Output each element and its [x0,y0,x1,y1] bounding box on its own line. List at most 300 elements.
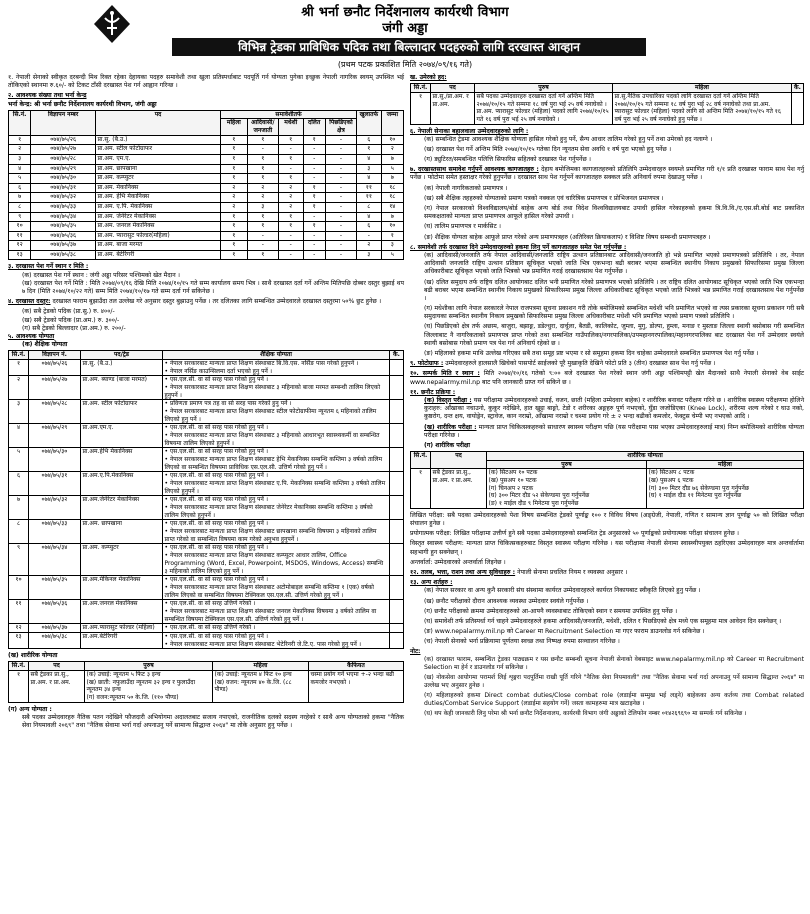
value-cell: १ [278,174,303,184]
section-3-title: ३. दरखास्त पेश गर्ने स्थान र मिति : [8,263,89,271]
edu-cell: ४ [9,424,29,448]
value-cell: ५ [381,164,403,174]
value-cell: ०७४/७५/३३ [31,202,96,212]
value-cell: ६ [9,183,31,193]
value-cell: - [325,212,356,222]
value-cell: ३ [357,164,382,174]
value-cell: ५ [9,174,31,184]
remark-cell [390,624,404,633]
org-subtitle: जंगी अड्डा [382,21,428,36]
table-row [9,145,404,155]
value-cell: - [247,145,278,155]
remark-cell [390,424,404,448]
edu-cell: ०७४/७५/३७ [29,624,81,633]
value-cell: ९ [9,212,31,222]
section-10-title: १०. सम्पर्क मिति र स्थान : [410,370,480,378]
detailed-medical: विस्तृत स्वास्थ्य परीक्षण: मान्यता प्राप्त चिकित्सकहरुबाट विस्तृत स्वास्थ्य परीक्षण गरिनेछ । यस परीक्षामा नेपाली सेनामा स्वास्थ्यीपयुक्त ठहरिएका उम्मेदवारहरु मात्र अन्तर्वार्तामा सहभागी हुन सक्नेछन् । [410,540,804,556]
list-item: (घ) पिछडिएको क्षेत्र तर्फ अछाम, बाजुरा, बझाङ्ग, डडेल्धुरा, दार्चुला, बैतडी, कालिकोट, जुम्ला, मुगु, डोल्पा, हुम्ला, मनाङ र मुस्ताङ जिल्ला स्थायी बसोबास गरी सम्बन्धित जिल्लाबाट नै नागरिकताको प्रमाणपत्र प्राप्त गरेको तथा सम्बन्धित गाउँपालिका/नगरपालिका/उपमहानगरपालिका/महानगरपालिका बाट दरखास्त पेश गर्ने उम्मेदवार स्वयंले स्थायी बसोबास गरेको प्रमाण पत्र पेश गर्न अनिवार्य रहेको छ । [424,323,804,347]
edu-cell: ०७४/७५/२८ [29,400,81,424]
notice-banner: विभिन्न ट्रेडका प्राविधिक पदिक तथा बिल्लादार पदहरुको लागि दरखास्त आव्हान [172,38,646,56]
phys-col: सि.नं. [9,662,29,671]
value-cell: ३ [247,202,278,212]
col-total: जम्मा [381,110,403,135]
serving-cond-c: (ग) ड्युटिरत/समबन्धित पलित्ति सिफारिस सहितको दरखास्त पेश गर्नुपर्नेछ । [424,156,592,164]
edu-cell: २ [9,376,29,400]
education-subtitle: (क) शैक्षिक योग्यता [22,341,68,349]
list-item: (घ) समावेशी तर्फ प्रतिस्पर्धा गर्न चाहने उम्मेदवारहरुले हकमा आदिवासी/जनजाति, मधेशी, दलित र पिछडिएको क्षेत्र मध्ये एक समूहमा मात्र आवेदन दिन सक्नेछन् । [424,617,782,625]
post-cell: प्रा.सु. (बै.उ.) [96,135,221,145]
documents-text: देहाय बमोजिमका कागजातहरुको प्रतिलिपि उम्मेदवारहरु स्वयम्ले प्रमाणित गरी १/१ प्रति दरखास्त फाराम साथ पेश गर्नु पर्नेछ । फोटोमा समेत हस्ताक्षर गरेको हुनुपर्नेछ । दरखास्त साथ पेश गर्नुपर्ने कागजातहरु सक्कल प्रति अनिवार्य रुपमा देखाउनु पर्नेछ । [410,166,804,182]
value-cell: - [357,231,382,241]
value-cell: ०७४/७५/३६ [31,231,96,241]
value-cell: - [325,154,356,164]
section-13-title: १३. अन्य शर्तहरु : [410,579,453,587]
edu-col: पद/ट्रेड [81,351,163,360]
value-cell: - [303,154,325,164]
value-cell: १ [247,250,278,260]
age-cell [792,92,804,124]
post-cell: प्रा.अम. एम.ए. [96,154,221,164]
table-row [9,231,404,241]
value-cell: १ [278,154,303,164]
education-table [8,350,404,649]
value-cell: ०७४/७५/३२ [31,193,96,203]
value-cell: - [278,241,303,251]
value-cell: १ [247,174,278,184]
age-col: पद [431,84,475,93]
fee-line-b: (ख) सबै ट्रेडको पदिक (प्रा.अम.) रु. ३००/- [22,316,120,324]
value-cell: ४ [357,212,382,222]
edu-cell: ०७४/७५/२९ [29,424,81,448]
section-12-title: १२. तलब, भत्ता, राशन तथा अन्य सुविधाहरु : [410,568,516,576]
value-cell: २ [247,183,278,193]
remark-cell [390,400,404,424]
value-cell: ०७४/७५/२६ [31,135,96,145]
table-row [9,222,404,232]
value-cell: १० [381,222,403,232]
contact-text: मिति २०७४/१०/१६ गतेको ९:०० बजे दरखास्त पेश गरेको स्थान जंगी अड्डा पश्चिमपट्टी खेत मैदानको साथै नेपाली सेनाको वेब साईट www.nepalarmy.mil.np बाट पनि जानकारी प्राप्त गर्न सकिने छ । [410,370,804,386]
salary-text: नेपाली सेनामा प्रचलित नियम र व्यवस्था अनुसार । [517,568,628,576]
edu-cell: ३ [9,400,29,424]
table-row [9,600,404,624]
table-row [9,632,404,648]
table-row [9,183,404,193]
left-column [8,74,404,732]
pt-col-sn: सि.नं. [411,452,431,469]
value-cell: - [303,250,325,260]
pt-col-male: पुरुष [487,460,647,469]
list-item: (च) नेपाली सेनाको भर्ना प्रक्रियामा पूर्णतया स्वच्छ तथा निष्पक्ष रुपमा सञ्चालन गरिनेछ । [424,638,620,646]
list-item: (ख) छनौट परीक्षाको दौरान आवश्यक व्यवस्था उम्मेदवार स्वयंले गर्नुपर्नेछ । [424,597,589,605]
post-cell: प्रा.अम. बाजा मरमत [96,241,221,251]
detailed-exam-title: (क) विस्तृत परीक्षा : [424,396,472,404]
value-cell: ०७४/७५/३७ [31,241,96,251]
remark-cell [390,360,404,376]
section-6-title: ६. नेपाली सेनाका बहालवाला उम्मेदवारहरुको लागि : [410,127,529,135]
value-cell: ७ [381,174,403,184]
table-row [9,202,404,212]
edu-cell: प्रा.अम. ब्याण्ड (बाजा मरमत) [81,376,163,400]
value-cell: ७ [9,193,31,203]
notes [410,648,804,717]
pt-cell: सबै ट्रेडका प्रा.सु., प्रा.अम. र प्रा.अम. [431,469,487,508]
value-cell: १ [278,212,303,222]
post-cell: प्रा.अम. ए.पि. मेकानिक्स [96,202,221,212]
value-cell: १ [220,241,247,251]
edu-cell: ०७४/७५/३३ [29,520,81,544]
edu-cell: प्रा.अम. कम्प्युटर [81,544,163,576]
table-row [9,496,404,520]
col-ad-number: विज्ञापन नम्बर [31,110,96,135]
remark-cell [390,472,404,496]
age-col: पुरुष [475,84,613,93]
value-cell: १ [220,145,247,155]
intro-paragraph: १. नेपाली सेनाको स्वीकृत दरबन्दी मिथ रिक्त रहेका देहायका पदहरु समावेशी तथा खुला प्रतिस्पर्धाबाट पदपूर्ति गर्न योग्यता पुगेका इच्छुक नेपाली नागरिक स्वयम् उपस्थित भई तोकिएको स्थानमा रु.६०/- को टिकट टाँसी दरखास्त पेश गर्न आह्वान गरिन्छ । [8,74,404,90]
list-item: (क) नेपाली नागरिकताको प्रमाणपत्र । [424,184,508,192]
value-cell: ०७४/७५/२७ [31,145,96,155]
value-cell: १ [220,250,247,260]
value-cell: - [278,145,303,155]
post-cell: प्रा.अम. हेभि मेकानिक्स [96,193,221,203]
age-cell: सबै पदका उम्मेदवारहरु दरखास्त दर्ता गर्ने अन्तिम मिति २०७४/१०/१५ गते सम्ममा १८ वर्ष पुरा भई २५ वर्ष ननाघेको । प्रा.अम. प्यारासुट फोल्डर (महिला) पदको लागि २०७४/१०/१५ गते १६ वर्ष पुरा भई २५ वर्ष ननाघेको । [475,92,613,124]
age-limit-table [410,83,804,124]
pt-col-span: शारीरिक योग्यता [487,452,804,461]
value-cell: - [325,145,356,155]
value-cell: १ [247,222,278,232]
section-5-title: ५. आवश्यक योग्यता [8,332,55,340]
edu-cell: ११ [9,600,29,624]
section-9-title: ९. फोटोग्राफ : [410,360,444,368]
value-cell: १ [247,164,278,174]
edu-col: सि.नं. [9,351,29,360]
value-cell: १ [278,222,303,232]
edu-col: विज्ञापन नं. [29,351,81,360]
remark-cell [390,576,404,600]
list-item: (ख) नोकसेवा आयोगमा परामर्श लिई शृङ्गरा पदपूर्तिमा राखी पूर्ति गरिने "नैतिक सेवा नियमावली" तथा "नैतिक सेवामा भर्ना गर्दा अपनाउनु पर्ने सामान्य सिद्धान्त २०६४" मा उल्लेख भए अनुसार हुनेछ । [424,674,804,690]
value-cell: २ [220,202,247,212]
edu-cell: • एस.एल.सी. वा सो सरह पास गरेको हुनु पर्ने । • नेपाल सरकारबाट मान्यता प्राप्त शिक्षण संस्थाबाट जेनेरेटर मेकानिक्स सम्बन्धि कम्तिमा ३ वर्षको तालिम लिएको हुनुपर्ने । [163,496,390,520]
edu-cell: ६ [9,472,29,496]
list-item: (ग) नेपाल सरकारको विश्वविद्यालय/बोर्ड बाहेक अन्य बोर्ड तथा विदेश विश्वविद्यालयबाट उपाधी हासिल गरेकाहरुको हकमा त्रि.वि.वि./ए.एस.सी.बोर्ड बाट प्रकाशित समकक्षताको मान्यता प्राप्त प्रमाणपत्र आफूले हासिल गरेको उपाधी । [424,205,804,221]
edu-cell: • एस.एल.सी. वा सो सरह पास गरेको हुनु पर्ने । • नेपाल सरकारबाट मान्यता प्राप्त शिक्षण संस्थाबाट हेभि मेकानिक्स सम्बन्धि कम्तिमा ३ वर्षको तालिम लिएको वा सम्बन्धित विषयमा प्राविधिक एस.एल.सी. उत्तिर्ण गरेको हुनु पर्ने । [163,448,390,472]
list-item: (ङ) www.nepalarmy.mil.np को Career मा Recruitment Selection मा गएर फाराम डाउनलोड गर्न सकिनेछ । [424,628,705,636]
value-cell: २ [247,193,278,203]
edu-cell: ९ [9,544,29,576]
phys-cell: चस्मा प्रयोग गर्ने भएमा +-२ भन्दा बढी कमजोर नभएको । [309,671,404,703]
edu-col: कै. [390,351,404,360]
edu-cell: ०७४/७५/३१ [29,472,81,496]
phys-cell: सबै ट्रेडका प्रा.सु., प्रा.अम. र प्रा.अम. [29,671,85,703]
edu-cell: प्रा.अम.जनरल मेकानिक्स [81,600,163,624]
edu-cell: प्रा.सु. (बै.उ.) [81,360,163,376]
remark-cell [390,520,404,544]
value-cell: १ [220,174,247,184]
remark-cell [390,376,404,400]
value-cell: ४ [357,174,382,184]
value-cell: १ [381,231,403,241]
value-cell: ६ [357,135,382,145]
value-cell: १ [303,222,325,232]
section-4-title: ४. दरखास्त दस्तुर: [8,298,51,306]
edu-cell: ०७४/७५/२६ [29,360,81,376]
pt-cell: (क) सिटअप १० पटक (ख) पुसअप १० पटक (ग) चिनअप २ पटक (घ) ३०० मिटर दौड ५२ सेकेण्डमा पुरा गर्नुपर्नेछ (ङ) १ माईल दौड ९ मिनेटमा पुरा गर्नुपर्नेछ [487,469,647,508]
value-cell: २ [220,183,247,193]
edu-cell: प्रा.अम.प्यारासुट फोल्डर (महिला) [81,624,163,633]
list-item: (ग) छनौट परीक्षाको क्रममा उम्मेदवारहरुको आ-आफ्नै व्यवस्थाबाट तोकिएको स्थान र समयमा उपस्थित हुनु पर्नेछ । [424,607,678,615]
edu-cell: • एस.एल.सी. वा सो सरह उत्तिर्ण गरेको । • नेपाल सरकारबाट मान्यता प्राप्त शिक्षण संस्थाबाट जनरल मेकानिक्स विषयमा ३ वर्षको तालिम वा सम्बन्धित विषयमा टेक्निकल एस.एल.सी. उत्तिर्ण गरेको हुनु पर्ने । [163,600,390,624]
pt-col-female: महिला [647,460,804,469]
value-cell: ११ [357,183,382,193]
value-cell: ४ [357,154,382,164]
table-row [9,376,404,400]
value-cell: ८ [9,202,31,212]
edu-cell: • एस.एल.सी. वा सो सरह उत्तिर्ण गरेको । [163,624,390,633]
fee-text: दरखास्त फाराम बुझाउँदा तल उल्लेख गरे अनुसार दस्तुर बुझाउनु पर्नेछ । तर दलितका लागि सम्बन्धित उम्मेदवारले दरखास्त दस्तुरमा ५०% छुट हुनेछ । [52,298,382,306]
detailed-exam-text: यस परीक्षामा उम्मेदवारहरुको उचाई, वजन, छाती (महिला उम्मेदवार बाहेक) र शारीरिक बनावट परीक्षण गरिने छ । शारीरिक स्वास्थ्य परीक्षणमा होलिने कुराहरु: आँखाका नचाउनो, कुकुर नदेखिने, हात खुट्टा बाङ्गो, टेडो र शरीरका अङ्गहरु पूर्ण नभएको, घुँडा जजोडिएका (Knee Lock), शरीरमा शल्य गरेको र घाउ नको, कुष्ठरोग, दन्त क्षय, वायोड्रेन, स्ट्रावेज, कान नराम्रो, आँखामा नराम्रो र चश्मा प्रयोग गरे ± २ भन्दा बढीको कमजोर, फेक्टुस चेम्पी भए नभएको आदि । [424,396,805,421]
edu-cell: ०७४/७५/३४ [29,544,81,576]
edu-cell: • एस.एल.सी. वा सो सरह पास गरेको हुनु पर्ने । • नेपाल सरकारबाट मान्यता प्राप्त शिक्षण संस्थाबाट अटोमोबाइल सम्बन्धि कम्तिमा १ (एक) वर्षको तालिम लिएको वा सम्बन्धित विषयमा टेक्निकल एस.एल.सी. उत्तिर्ण गरेको हुनु पर्ने । [163,576,390,600]
physical-qualification-table [8,661,404,702]
value-cell: १० [381,135,403,145]
post-cell: प्रा.अम. स्टील फोटोग्राफर [96,145,221,155]
right-column [410,74,804,720]
physical-test-title: (ग) शारीरिक परीक्षा [424,441,470,449]
value-cell: ०७४/७५/३८ [31,250,96,260]
table-row [9,400,404,424]
post-cell: प्रा.अम. कम्प्युटर [96,174,221,184]
value-cell: १ [247,154,278,164]
section-2-title: २. आवश्यक संख्या तथा भर्ना केन्द्र [8,92,87,100]
value-cell: ०७४/७५/३४ [31,212,96,222]
value-cell: ०७४/७५/३० [31,174,96,184]
notice-header [0,0,810,69]
edu-cell: १ [9,360,29,376]
recruitment-centre: भर्ना केन्द्र: श्री भर्ना छनौट निर्देशनालय कार्यरथी विभाग, जंगी अड्डा [8,100,157,108]
value-cell: १ [303,193,325,203]
value-cell: ०७४/७५/२८ [31,154,96,164]
value-cell: २ [9,145,31,155]
value-cell: १ [278,135,303,145]
value-cell: २ [278,202,303,212]
vacancy-table [8,110,404,261]
col-open: खुलातर्फ [357,110,382,135]
value-cell: ४ [9,164,31,174]
value-cell: - [303,174,325,184]
remark-cell [390,544,404,576]
col-inclusive: समावेशीतर्फ [220,110,356,119]
phys-col: पद [29,662,85,671]
edu-cell: • नेपाल सरकारबाट मान्यता प्राप्त शिक्षण संस्थाबाट बि.वि.एस. नर्सिङ पास गरेको हुनुपर्ने । • नेपाल नर्सिङ काउन्सिलमा दर्ता भएको हुनु पर्ने । [163,360,390,376]
edu-cell: १३ [9,632,29,648]
value-cell: - [278,250,303,260]
fee-line-c: (ग) सबै ट्रेडको बिल्लादार (प्रा.अम.) रु. २००/- [22,324,126,332]
value-cell: १८ [381,193,403,203]
age-cell: प्रा.सु./प्रा.अम. र प्रा.अम. [431,92,475,124]
table-row [9,448,404,472]
edu-cell: • एस.एल.सी. वा सो सरह पास गरेको हुनु पर्ने । • नेपाल सरकारबाट मान्यता प्राप्त शिक्षण संस्थाबाट भेटेरिनरी जे.टि.ए. पास गरेको हुनु पर्ने । [163,632,390,648]
age-limit-title: ख. उमेरको हद: [410,74,447,81]
section-7-title: ७. दरखास्तसाथ समावेश गर्नुपर्ने आवश्यक कागजातहरु : [410,166,539,174]
value-cell: २ [381,145,403,155]
edu-col: शैक्षिक योग्यता [163,351,390,360]
edu-cell: • एस.एल.सी. वा सो सरह पास गरेको हुनु पर्ने । • नेपाल सरकारबाट मान्यता प्राप्त शिक्षण संस्थाबाट ३ महिनाको बाजा मरमत सम्बन्धी तालिम लिएको हुनुपर्ने । [163,376,390,400]
table-row [9,212,404,222]
org-title: श्री भर्ना छनौट निर्देशनालय कार्यरथी विभाग [301,5,509,20]
list-item: (घ) तालिम प्रमाणपत्र र मार्कसिट । [424,223,502,231]
phys-col: कैफियत [309,662,404,671]
table-row [9,472,404,496]
value-cell: ५ [381,250,403,260]
phys-cell: १ [9,671,29,703]
edu-cell: ७ [9,496,29,520]
photo-text: उम्मेदवारहरुले हालसालै खिचेको पासपोर्ट साईजको पूरै मुखाकृति देखिने फोटो प्रति ३ (तीन) दरखास्त साथ पेश गर्नु पर्नेछ । [445,360,716,368]
remark-cell [390,632,404,648]
age-col: सि.नं. [411,84,431,93]
value-cell: १ [220,212,247,222]
col-inclusive-sub: दलित [303,119,325,135]
edu-cell: ५ [9,448,29,472]
note-label: नोट: [410,648,421,656]
application-place: (क) दरखास्त पेश गर्ने स्थान : जंगी अड्डा परिसर पश्चिमको खेत मैदान । [22,271,181,279]
col-inclusive-sub: पिछडिएको क्षेत्र [325,119,356,135]
edu-cell: १२ [9,624,29,633]
pt-col-post: पद [431,452,487,469]
pt-cell: १ [411,469,431,508]
value-cell: ०७४/७५/२९ [31,164,96,174]
table-row [9,624,404,633]
value-cell: ३ [9,154,31,164]
table-row [9,544,404,576]
application-date: (ख) दरखास्त पेश गर्ने मिति : मिति २०७४/०९/१६ देखि मिति २०७४/१०/१५ गते सम्म कार्यालय समय भित्र । साथै दरखास्त दर्ता गर्ने अन्तिम मितिपछि दोब्बर दस्तुर बुझाई थप ७ दिन (मिति २०७४/१०/२२ गते) सम्म मिति २०७४/१०/१७ गते सम्म दर्ता गर्न सकिनेछ । [22,279,404,296]
list-item: (ख) दलित समुदाय तर्फ राष्ट्रिय दलित आयोगबाट दलित भनी प्रमाणित गरेको प्रमाणपत्र भएको प्रतिलिपि । तर राष्ट्रिय दलित आयोगबाट सूचिकृत भएको जाति भित्र एकभन्दा बढी बराबर भएमा सम्बन्धित स्थानीय निकाय प्रमुखको सिफारिसमा प्रमुख जिल्ला अधिकारीबाट सूचिकृत भएको जाति भित्रको भन्न प्रमाणित गराई दरखास्तसाथ पेश गर्नुपर्नेछ । [424,278,804,302]
edu-cell: • एस.एल.सी. वा सो सरह पास गरेको हुनु पर्ने । • नेपाल सरकारबाट मान्यता प्राप्त शिक्षण संस्थाबाट छापखाना सम्बन्धि विषयमा ३ महिनाको तालिम प्राप्त गरेको वा सम्बन्धित विषयमा काम गरेको अनुभव हुनुपर्ने । [163,520,390,544]
edu-cell: ८ [9,520,29,544]
table-row [9,576,404,600]
value-cell: २ [220,193,247,203]
value-cell: - [278,231,303,241]
value-cell: १ [247,135,278,145]
edu-cell: ०७४/७५/३६ [29,600,81,624]
physical-exam-text: मान्यता प्राप्त चिकित्सकहरुको साधारण स्वास्थ्य परीक्षण पछि (यस परीक्षामा पास भएका उम्मेदवारहरुलाई मात्र) निम्न बमोजिमको शारीरिक योग्यता परीक्षा गरिनेछ । [424,423,805,439]
remark-cell [390,600,404,624]
value-cell: ०७४/७५/३१ [31,183,96,193]
fee-line-a: (क) सबै ट्रेडको पदिक (प्रा.सु.) रु. ४००/- [22,308,115,316]
value-cell: - [325,202,356,212]
value-cell: - [303,212,325,222]
value-cell: - [325,193,356,203]
value-cell: २ [278,193,303,203]
list-item: (ग) मधेशीका लागि नेपाल सरकारले नेपाल राजपत्रमा सूचना प्रकाशन गरी तोके बमोजिमको सम्बन्धित मधेशी भनि प्रमाणित भएको वा त्यस प्रकारका सूचना प्रकाशन गरी सबै समुदायका सम्बन्धित स्थानीय निकाय प्रमुखको सिफारिसमा प्रमुख जिल्ला अधिकारीबाट मधेशी भनि प्रमाणित भएको प्रमाण पत्रको प्रतिलिपि । [424,305,804,321]
col-post: पद [96,110,221,135]
list-item: (ङ) महिलाको हकमा माथि उल्लेख गरिएका सबै तथा समूह प्रष्ट भएमा र सो समूहमा हकमा दिन चाहेका उम्मेदवारले सम्बन्धित प्रमाणपत्र पेश गर्नु पर्नेछ । [424,350,759,358]
age-col: कै. [792,84,804,93]
table-row [9,241,404,251]
value-cell: ३ [357,250,382,260]
value-cell: - [303,241,325,251]
value-cell: २ [357,241,382,251]
col-inclusive-sub: आदिवासी/ जनजाती [247,119,278,135]
publication-date: (प्रथम पटक प्रकाशित मिति २०७४/०९/१६ गते) [337,60,473,69]
value-cell: ७ [381,212,403,222]
other-qual-title: (ग) अन्य योग्यता : [8,705,52,713]
value-cell: - [278,164,303,174]
serving-cond-b: (ख) दरखास्त पेश गर्ने अन्तिम मिति २०७४/१०/१५ गतेका दिन न्यूनतम सेवा अवधि १ वर्ष पुरा भएको हुनु पर्नेछ । [424,145,672,153]
value-cell: १ [220,231,247,241]
edu-cell: प्रा.अम.जेनेरेटर मेकानिक्स [81,496,163,520]
value-cell: - [325,164,356,174]
post-cell: प्रा.अम. बेटेरिगरी [96,250,221,260]
remark-cell [390,496,404,520]
value-cell: ६ [357,222,382,232]
value-cell: १४ [381,202,403,212]
edu-cell: ०७४/७५/३८ [29,632,81,648]
list-item: (क) दरखास्त फाराम, सम्बन्धित ट्रेडका पाठ्यक्रम र यस छनौट सम्बन्धी सूचना नेपाली सेनाको वेबसाइट www.nepalarmy.mil.np को Career मा Recruitment Selection मा हेर्न र डाउनलोड गर्न सकिनेछ । [424,656,804,672]
interview: अन्तर्वार्ता: उम्मेदवारको अन्तर्वार्ता लिइनेछ । [410,558,506,566]
edu-cell: प्रा.अम. छापखाना [81,520,163,544]
value-cell: १ [247,212,278,222]
value-cell: ०७४/७५/३५ [31,222,96,232]
edu-cell: • एस.एल.सी. वा सो सरह पास गरेको हुनु पर्ने । • नेपाल सरकारबाट मान्यता प्राप्त शिक्षण संस्थाबाट कम्प्युटर आधार तालिम, Office Programming (Word, Excel, Powerpoint, MSDOS, Windows, Access) सम्बन्धि ३ महिनाको तालिम लिएको हुनु पर्ने । [163,544,390,576]
value-cell: १ [303,135,325,145]
edu-cell: प्रा.अम.ए.पि.मेकानिक्स [81,472,163,496]
edu-cell: • एस.एल.सी. वा सो सरह पास गरेको हुनु पर्ने । • नेपाल सरकारबाट मान्यता प्राप्त शिक्षण संस्थाबाट ए.पि. मेकानिक्स सम्बन्धि कम्तिमा ३ वर्षको तालिम लिएको हुनुपर्ने । [163,472,390,496]
post-cell: प्रा.अम. जनरल मेकानिक्स [96,222,221,232]
remark-cell [390,448,404,472]
post-cell: प्रा.अम. मेकानिक्स [96,183,221,193]
list-item: (घ) थप केही जानकारी लिनु परेमा श्री भर्ना छनौट निर्देशनालय, कार्यरथी विभाग जंगी अड्डाको टेलिफोन नम्बर ०१४२६९६९० मा सम्पर्क गर्न सकिनेछ । [424,709,747,717]
edu-cell: १० [9,576,29,600]
post-cell: प्रा.अम. प्यारासुट फोल्डर(महिला) [96,231,221,241]
age-cell: १ [411,92,431,124]
other-qual-text: सबै पदका उम्मेदवारहरु नैतिक पतन नदेखिने फौजदारी अभियोगमा अदालतबाट सजाय नपाएको, राजनीतिक दलको सदस्य नरहेको र साथै अन्य योग्यताको हकमा "नैतिक सेवा नियमावली २०६९" तथा "नैतिक सेवामा भर्ना गर्दा अपनाउनु पर्ने सामान्य सिद्धान्त २०६४" मा तोके अनुसार हुनु पर्नेछ । [22,713,404,730]
value-cell: - [325,183,356,193]
value-cell: १ [357,145,382,155]
edu-cell: प्रा.अम. स्टील फोटोग्राफर [81,400,163,424]
col-sn: सि.नं. [9,110,31,135]
table-row [9,424,404,448]
value-cell: १ [220,135,247,145]
value-cell: - [303,145,325,155]
written-exam: लिखित परीक्षा: सबै पदका उम्मेदवारहरुको पेशा विषय सम्बन्धित ट्रेडको पूर्णाङ्क १०० र विविध विषय (अङ्ग्रेजी, नेपाली, गणित र सामान्य ज्ञान पूर्णाङ्क ५० को लिखित परीक्षा संचालन हुनेछ । [410,511,804,527]
value-cell: - [325,250,356,260]
serving-cond-a: (क) सम्बन्धित ट्रेडमा आवश्यक शैक्षिक योग्यता हासिल गरेको हुनु पर्ने, सैन्य आधार तालिम गरेको हुनु पर्ने तथा उमेरको हद नलाग्ने । [424,135,713,143]
value-cell: १ [9,135,31,145]
value-cell: - [247,231,278,241]
value-cell: १ [220,154,247,164]
section-8-title: ८. समावेशी तर्फ दरखास्त दिने उम्मेदवारहरुको हकमा लिनु पर्ने कागजातहरु समेत पेश गर्नुपर्नेछ : [410,243,627,251]
age-cell: प्रा.सु.नैतिक उपचारिका पदको लागि दरखास्त दर्ता गर्ने अन्तिम मिति २०७४/१०/१५ गते सम्ममा १८ वर्ष पुरा भई २८ वर्ष ननाघेको तथा प्रा.अम. प्यारासुट फोल्डर (महिला) पदको लागि सो अन्तिम मिति २०७४/१०/१५ गते १६ वर्ष पुरा भई २५ वर्ष ननाघेको हुनु पर्नेछ । [613,92,792,124]
list-item: (क) आदिवासी/जनजाति तर्फ नेपाल आदिवासी/जनजाति राष्ट्रिय उत्थान प्रतिष्ठानबाट आदिवासी/जनजाति हो भन्ने प्रमाणित भएको प्रमाणपत्रको प्रतिलिपि । तर, नेपाल आदिवासी जनजाति राष्ट्रिय उत्थान प्रतिष्ठान सूचिकृत भएको जाति भित्र एकभन्दा बढी बराबर भएमा सम्बन्धित स्थानीय निकाय प्रमुखको सिफारिसमा प्रमुख जिल्ला अधिकारीबाट सूचिकृत भएको जाति भित्रको भन्न प्रमाणित गराई दरखास्तसाथ पेश गर्नुपर्नेछ । [424,251,804,276]
edu-cell: ०७४/७५/३० [29,448,81,472]
value-cell: १३ [9,250,31,260]
list-item: (ख) सबै शैक्षिक तहहरुको योग्यताको प्रमाण पत्रको नक्कल एवं चारित्रिक प्रमाणपत्र र प्रोभिजनल प्रमाणपत्र । [424,194,664,202]
value-cell: - [325,231,356,241]
table-row [9,250,404,260]
edu-cell: प्रा.अम.मेकिनल मेकानिक्स [81,576,163,600]
value-cell: १२ [9,241,31,251]
value-cell: - [325,222,356,232]
table-row [9,164,404,174]
phys-col: पुरुष [85,662,213,671]
edu-cell: • एस.एल.सी. वा सो सरह पास गरेको हुनु पर्ने । • नेपाल सरकारबाट मान्यता प्राप्त शिक्षण संस्थाबाट ३ महिनाको आधारभूत स्वास्थ्यकर्मी वा सम्बन्धित विषयमा तालिम लिएको हुनुपर्ने । [163,424,390,448]
value-cell: - [303,231,325,241]
value-cell: - [325,135,356,145]
phys-cell: (क) उचाई: न्यूनतम ४ फिट १० इन्च (ख) वजन: न्यूनतम ४० के.जि. (८८ पौण्ड) [213,671,309,703]
edu-cell: प्रा.अम.हेभि मेकानिक्स [81,448,163,472]
value-cell: १० [9,222,31,232]
practical-exam: प्रयोगात्मक परीक्षा: लिखित परीक्षामा उत्तीर्ण हुने सबै पदका उम्मेदवारहरुको सम्बन्धित ट्रेड अनुसारको ५० पूर्णाङ्कको प्रयोगात्मक परीक्षा संचालन हुनेछ । [410,530,739,538]
pt-cell: (क) सिटअप ८ पटक (ख) पुसअप ६ पटक (ग) ३०० मिटर दौड ७६ सेकेण्डमा पुरा गर्नुपर्नेछ (घ) १ माईल दौड ११ मिनेटमा पुरा गर्नुपर्नेछ [647,469,804,508]
